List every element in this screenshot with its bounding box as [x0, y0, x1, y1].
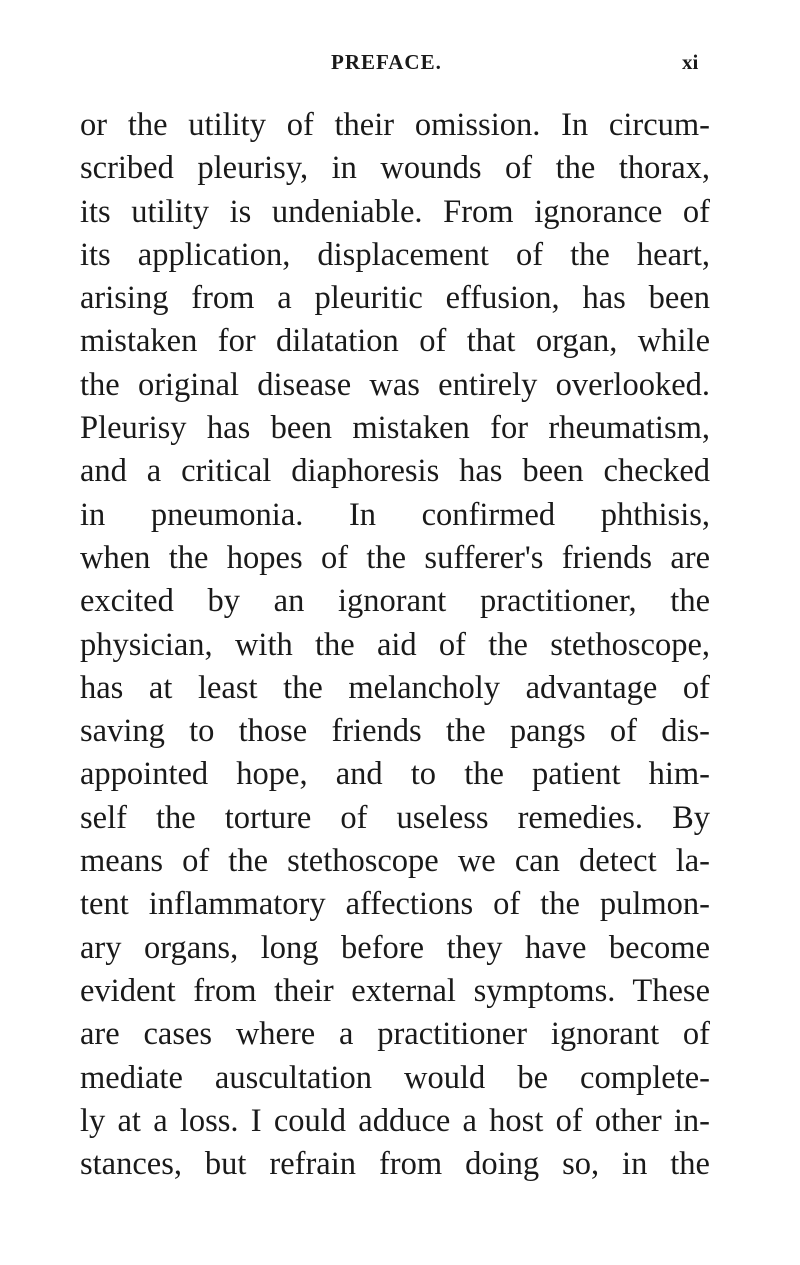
text-line: its application, displacement of the heart, [80, 236, 710, 273]
text-line: has at least the melancholy advantage of [80, 669, 710, 706]
text-line: ly at a loss. I could adduce a host of other in- [80, 1102, 710, 1139]
text-line: the original disease was entirely overlooked. [80, 366, 710, 403]
text-line: arising from a pleuritic effusion, has been [80, 280, 710, 317]
text-line: mistaken for dilatation of that organ, while [80, 323, 710, 360]
running-head [0, 50, 800, 80]
text-line: mediate auscultation would be complete- [80, 1059, 710, 1096]
text-line: excited by an ignorant practitioner, the [80, 583, 710, 620]
text-line: evident from their external symptoms. These [80, 972, 710, 1009]
text-line: or the utility of their omission. In circum- [80, 107, 710, 143]
text-line: in pneumonia. In confirmed phthisis, [80, 496, 710, 533]
text-line: stances, but refrain from doing so, in the [80, 1146, 710, 1183]
text-line: Pleurisy has been mistaken for rheumatism, [80, 410, 710, 447]
text-line: scribed pleurisy, in wounds of the thorax, [80, 150, 710, 187]
text-line: its utility is undeniable. From ignorance of [80, 193, 710, 230]
text-line: tent inflammatory affections of the pulmon- [80, 886, 710, 923]
body-text [80, 104, 710, 1186]
text-line: physician, with the aid of the stethoscope, [80, 626, 710, 663]
text-line: means of the stethoscope we can detect la- [80, 843, 710, 880]
text-line: self the torture of useless remedies. By [80, 799, 710, 836]
text-line: ary organs, long before they have become [80, 929, 710, 966]
text-line: and a critical diaphoresis has been checked [80, 453, 710, 490]
text-line: appointed hope, and to the patient him- [80, 756, 710, 793]
page-number: xi [682, 50, 699, 74]
text-line: are cases where a practitioner ignorant of [80, 1016, 710, 1053]
text-line: when the hopes of the sufferer's friends are [80, 539, 710, 576]
running-title: PREFACE. [331, 50, 442, 74]
text-line: saving to those friends the pangs of dis- [80, 713, 710, 750]
